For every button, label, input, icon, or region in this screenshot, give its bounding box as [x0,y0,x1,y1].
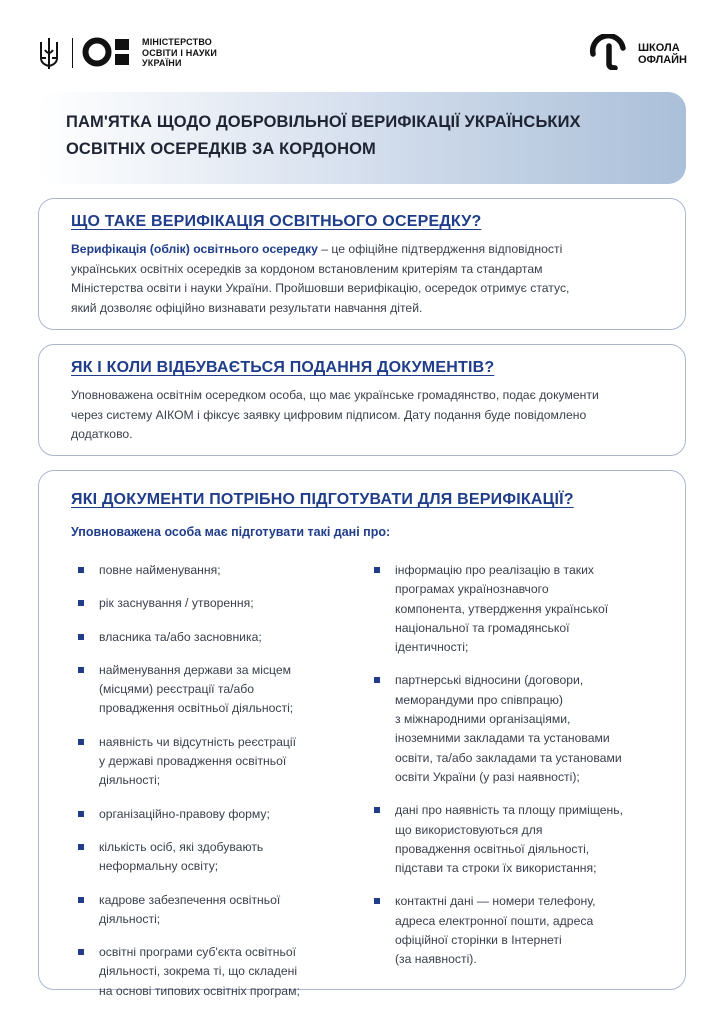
trident-icon [38,36,60,70]
square-bullet-icon [374,898,380,904]
list-item: повне найменування; [75,561,345,580]
list-item: найменування держави за місцем (місцями) реєстрації та/або провадження освітньої діяльності; [75,661,345,719]
square-bullet-icon [374,677,380,683]
section-text: Верифікація (облік) освітнього осередку – це офіційне підтвердження відповідності українських освітніх осередків за кордоном встановленим критеріям та стандартам Міністерства освіти і науки України. Пройшовши верифікацію, осередок отримує статус, який дозволяє офіційно визнавати результати навчання дітей. [71,242,570,315]
square-bullet-icon [374,567,380,573]
page-header [38,34,687,74]
section-heading: ЩО ТАКЕ ВЕРИФІКАЦІЯ ОСВІТНЬОГО ОСЕРЕДКУ? [71,213,482,230]
square-bullet-icon [78,897,84,903]
section-required-documents [38,470,686,998]
square-bullet-icon [374,807,380,813]
section-what-is-verification [38,198,686,330]
page-title: ПАМ'ЯТКА ЩОДО ДОБРОВІЛЬНОЇ ВЕРИФІКАЦІЇ УКРАЇНСЬКИХ ОСВІТНІХ ОСЕРЕДКІВ ЗА КОРДОНОМ [66,113,581,158]
list-item: рік заснування / утворення; [75,594,345,613]
square-bullet-icon [78,949,84,955]
square-bullet-icon [78,844,84,850]
title-banner [38,92,686,184]
list-item: дані про наявність та площу приміщень, що використовуються для провадження освітньої діяльності, підстави та строки їх використання; [371,801,661,878]
list-item: інформацію про реалізацію в таких програмах українознавчого компонента, утвердження української національної та громадянської ідентичності; [371,561,661,657]
section-heading: ЯКІ ДОКУМЕНТИ ПОТРІБНО ПІДГОТУВАТИ ДЛЯ ВЕРИФІКАЦІЇ? [71,491,574,508]
list-item: власника та/або засновника; [75,628,345,647]
square-bullet-icon [78,600,84,606]
list-item: партнерські відносини (договори, меморандуми про співпрацю) з міжнародними організаціями, іноземними закладами та установами освіти, та/або закладами та установами освіти України (у разі наявності); [371,671,661,787]
ministry-name: МІНІСТЕРСТВО ОСВІТИ І НАУКИ УКРАЇНИ [142,37,217,68]
section-submission [38,344,686,456]
square-bullet-icon [78,667,84,673]
school-offline-logo-icon [589,34,629,70]
definition-term: Верифікація (облік) освітнього осередку [71,242,318,256]
section-intro: Уповноважена особа має підготувати такі дані про: [71,525,391,539]
square-bullet-icon [78,634,84,640]
list-item: контактні дані — номери телефону, адреса електронної пошти, адреса офіційної сторінки в Інтернеті (за наявності). [371,892,661,969]
square-bullet-icon [78,567,84,573]
list-item: освітні програми суб'єкта освітньої діяльності, зокрема ті, що складені на основі типових освітніх програм; [75,943,345,1001]
ministry-logo-icon [82,36,134,68]
header-divider [72,38,73,68]
list-item: кадрове забезпечення освітньої діяльності; [75,891,345,930]
list-item: організаційно-правову форму; [75,805,345,824]
square-bullet-icon [78,739,84,745]
list-item: кількість осіб, які здобувають неформальну освіту; [75,838,345,877]
list-item: наявність чи відсутність реєстрації у державі провадження освітньої діяльності; [75,733,345,791]
square-bullet-icon [78,811,84,817]
section-text: Уповноважена освітнім осередком особа, що має українське громадянство, подає документи через систему АІКОМ і фіксує заявку цифровим підписом. Дату подання буде повідомлено додатково. [71,388,599,441]
section-heading: ЯК І КОЛИ ВІДБУВАЄТЬСЯ ПОДАННЯ ДОКУМЕНТІВ? [71,359,495,376]
documents-list-right [371,561,661,984]
documents-list-left [75,561,345,1015]
school-offline-name: ШКОЛА ОФЛАЙН [637,42,687,66]
